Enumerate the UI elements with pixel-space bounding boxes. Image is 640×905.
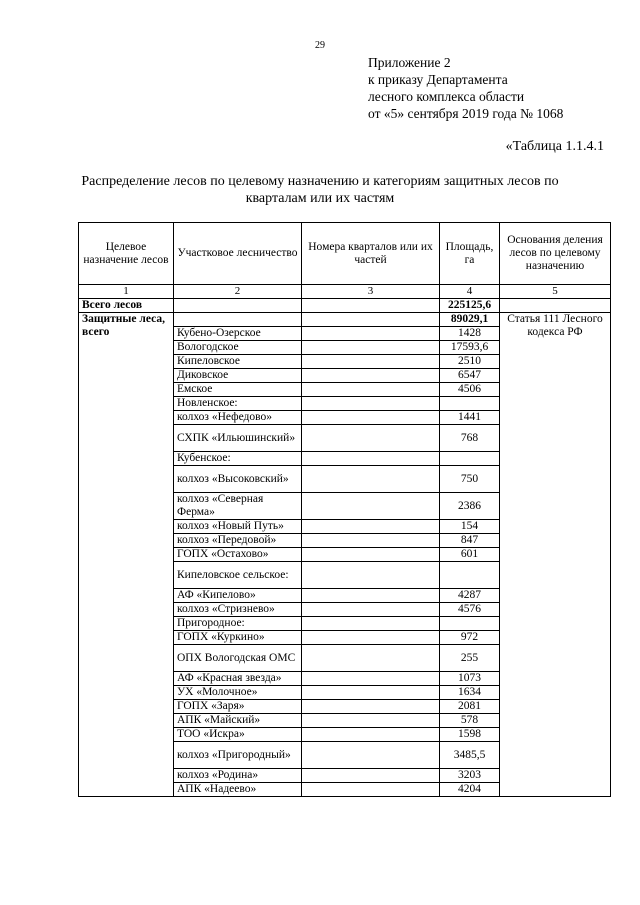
forestry-area: 2081 <box>440 700 500 714</box>
forestry-area: 750 <box>440 466 500 493</box>
forestry-area <box>440 397 500 411</box>
quarter-numbers <box>302 645 440 672</box>
forestry-area <box>440 452 500 466</box>
table-body <box>79 313 611 797</box>
total-row <box>79 299 611 313</box>
forestry-name: Диковское <box>174 369 302 383</box>
forestry-name: колхоз «Нефедово» <box>174 411 302 425</box>
forestry-area: 4287 <box>440 589 500 603</box>
quarter-numbers <box>302 452 440 466</box>
header-cell: Площадь, га <box>440 223 500 285</box>
forestry-area: 1073 <box>440 672 500 686</box>
quarter-numbers <box>302 617 440 631</box>
forestry-area: 972 <box>440 631 500 645</box>
forestry-name: АПК «Надеево» <box>174 783 302 797</box>
forestry-name: колхоз «Пригородный» <box>174 742 302 769</box>
quarter-numbers <box>302 466 440 493</box>
protective-total-row <box>79 313 611 327</box>
quarter-numbers <box>302 548 440 562</box>
forestry-name: ТОО «Искра» <box>174 728 302 742</box>
quarter-numbers <box>302 369 440 383</box>
forestry-name: Кипеловское сельское: <box>174 562 302 589</box>
forestry-area: 2386 <box>440 493 500 520</box>
forestry-area: 17593,6 <box>440 341 500 355</box>
column-number: 2 <box>174 285 302 299</box>
forestry-area: 768 <box>440 425 500 452</box>
forestry-area <box>440 617 500 631</box>
forestry-area: 2510 <box>440 355 500 369</box>
forestry-name: Кубенское: <box>174 452 302 466</box>
forestry-area <box>440 562 500 589</box>
quarter-numbers <box>302 425 440 452</box>
quarter-numbers <box>302 355 440 369</box>
quarter-numbers <box>302 493 440 520</box>
forestry-area: 847 <box>440 534 500 548</box>
forestry-area: 6547 <box>440 369 500 383</box>
appendix-line: Приложение 2 <box>368 55 451 70</box>
column-number: 1 <box>79 285 174 299</box>
forestry-name: ГОПХ «Заря» <box>174 700 302 714</box>
quarter-numbers <box>302 397 440 411</box>
protective-label: Защитные леса, всего <box>79 313 174 797</box>
quarter-numbers <box>302 672 440 686</box>
forestry-name: ГОПХ «Куркино» <box>174 631 302 645</box>
quarter-numbers <box>302 714 440 728</box>
forestry-area: 4576 <box>440 603 500 617</box>
forestry-name: колхоз «Северная Ферма» <box>174 493 302 520</box>
header-cell: Основания деления лесов по целевому назначению <box>500 223 611 285</box>
quarter-numbers <box>302 411 440 425</box>
quarter-numbers <box>302 631 440 645</box>
forestry-area: 4204 <box>440 783 500 797</box>
forestry-name: колхоз «Новый Путь» <box>174 520 302 534</box>
protective-area: 89029,1 <box>440 313 500 327</box>
quarter-numbers <box>302 327 440 341</box>
total-label: Всего лесов <box>79 299 174 313</box>
forestry-area: 3485,5 <box>440 742 500 769</box>
forest-distribution-table <box>78 222 611 797</box>
quarter-numbers <box>302 728 440 742</box>
forestry-area: 1428 <box>440 327 500 341</box>
forestry-name: АФ «Кипелово» <box>174 589 302 603</box>
forestry-name: Новленское: <box>174 397 302 411</box>
quarter-numbers <box>302 603 440 617</box>
forestry-area: 1634 <box>440 686 500 700</box>
header-cell: Номера кварталов или их частей <box>302 223 440 285</box>
quarter-numbers <box>302 383 440 397</box>
forestry-area: 4506 <box>440 383 500 397</box>
column-number: 3 <box>302 285 440 299</box>
quarter-numbers <box>302 783 440 797</box>
column-number: 5 <box>500 285 611 299</box>
forestry-name: колхоз «Высоковский» <box>174 466 302 493</box>
header-row <box>79 223 611 285</box>
header-cell: Участковое лесничество <box>174 223 302 285</box>
forestry-name: АФ «Красная звезда» <box>174 672 302 686</box>
forestry-name: Кипеловское <box>174 355 302 369</box>
appendix-line: лесного комплекса области <box>368 89 525 104</box>
forestry-name: СХПК «Ильюшинский» <box>174 425 302 452</box>
quarter-numbers <box>302 769 440 783</box>
page-number: 29 <box>315 40 325 51</box>
forestry-name: колхоз «Родина» <box>174 769 302 783</box>
forestry-area: 255 <box>440 645 500 672</box>
forestry-area: 1441 <box>440 411 500 425</box>
quarter-numbers <box>302 742 440 769</box>
forestry-name: ГОПХ «Остахово» <box>174 548 302 562</box>
table-caption: Распределение лесов по целевому назначению и категориям защитных лесов по кварталам или их частям <box>81 174 559 206</box>
forestry-name: Вологодское <box>174 341 302 355</box>
forestry-name: Кубено-Озерское <box>174 327 302 341</box>
forestry-area: 3203 <box>440 769 500 783</box>
forestry-name: УХ «Молочное» <box>174 686 302 700</box>
quarter-numbers <box>302 700 440 714</box>
total-area: 225125,6 <box>440 299 500 313</box>
quarter-numbers <box>302 686 440 700</box>
forestry-name: ОПХ Вологодская ОМС <box>174 645 302 672</box>
column-number-row <box>79 285 611 299</box>
quarter-numbers <box>302 562 440 589</box>
quarter-numbers <box>302 589 440 603</box>
appendix-header <box>368 54 563 122</box>
basis-cell: Статья 111 Лесного кодекса РФ <box>500 313 611 797</box>
appendix-line: от «5» сентября 2019 года № 1068 <box>368 106 564 121</box>
column-number: 4 <box>440 285 500 299</box>
forestry-name: колхоз «Передовой» <box>174 534 302 548</box>
header-cell: Целевое назначение лесов <box>79 223 174 285</box>
forestry-area: 601 <box>440 548 500 562</box>
forestry-area: 1598 <box>440 728 500 742</box>
quarter-numbers <box>302 534 440 548</box>
quarter-numbers <box>302 520 440 534</box>
forestry-name: колхоз «Стризнево» <box>174 603 302 617</box>
forestry-name: Пригородное: <box>174 617 302 631</box>
appendix-line: к приказу Департамента <box>368 72 508 87</box>
quarter-numbers <box>302 341 440 355</box>
forestry-area: 154 <box>440 520 500 534</box>
forestry-name: Емское <box>174 383 302 397</box>
forestry-area: 578 <box>440 714 500 728</box>
table-reference: «Таблица 1.1.4.1 <box>505 139 604 154</box>
forestry-name: АПК «Майский» <box>174 714 302 728</box>
